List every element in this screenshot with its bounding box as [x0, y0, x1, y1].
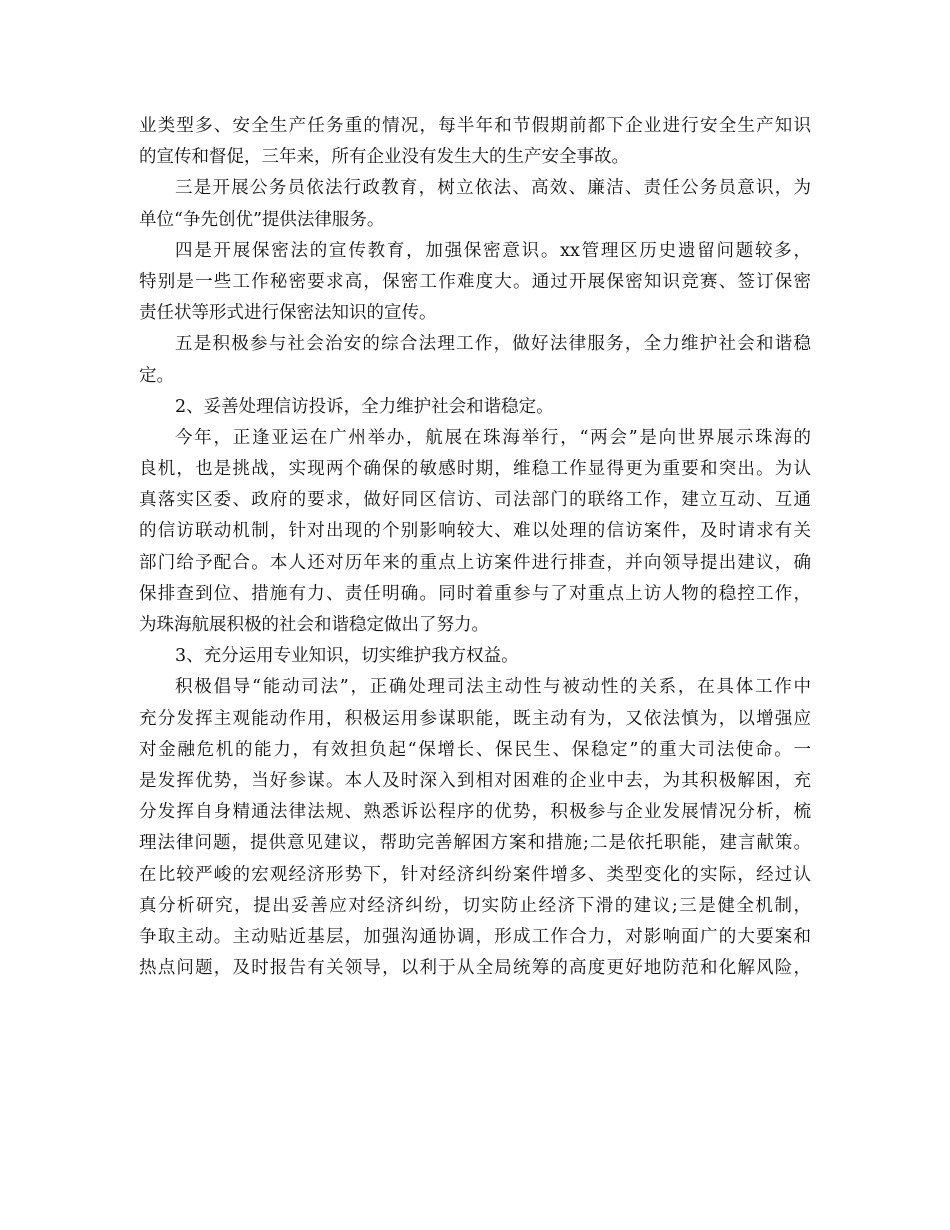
text-line: 2、妥善处理信访投诉，全力维护社会和谐稳定。 — [175, 396, 554, 417]
text-line: 真落实区委、政府的要求，做好同区信访、司法部门的联络工作，建立互动、互通 — [139, 490, 811, 511]
text-line: 充分发挥主观能动作用，积极运用参谋职能，既主动有为，又依法慎为，以增强应 — [139, 708, 811, 729]
text-line: 今年，正逢亚运在广州举办，航展在珠海举行，“两会”是向世界展示珠海的 — [175, 427, 811, 448]
text-line: 保排查到位、措施有力、责任明确。同时着重参与了对重点上访人物的稳控工作， — [139, 583, 811, 604]
text-line: 单位“争先创优”提供法律服务。 — [139, 209, 385, 230]
text-line: 分发挥自身精通法律法规、熟悉诉讼程序的优势，积极参与企业发展情况分析，梳 — [139, 802, 811, 823]
text-line: 的宣传和督促，三年来，所有企业没有发生大的生产安全事故。 — [139, 147, 629, 168]
text-line: 三是开展公务员依法行政教育，树立依法、高效、廉洁、责任公务员意识，为 — [175, 178, 811, 199]
text-line: 责任状等形式进行保密法知识的宣传。 — [139, 303, 437, 324]
text-line: 理法律问题，提供意见建议，帮助完善解困方案和措施;二是依托职能，建言献策。 — [139, 833, 811, 854]
text-line: 的信访联动机制，针对出现的个别影响较大、难以处理的信访案件，及时请求有关 — [139, 521, 811, 542]
text-line: 对金融危机的能力，有效担负起“保增长、保民生、保稳定”的重大司法使命。一 — [139, 739, 811, 760]
text-line: 3、充分运用专业知识，切实维护我方权益。 — [175, 646, 519, 667]
text-line: 是发挥优势，当好参谋。本人及时深入到相对困难的企业中去，为其积极解困，充 — [139, 770, 811, 791]
text-line: 良机，也是挑战，实现两个确保的敏感时期，维稳工作显得更为重要和突出。为认 — [139, 459, 811, 480]
text-line: 业类型多、安全生产任务重的情况，每半年和节假期前都下企业进行安全生产知识 — [139, 116, 811, 136]
text-line: 争取主动。主动贴近基层，加强沟通协调，形成工作合力，对影响面广的大要案和 — [139, 926, 811, 947]
text-line: 四是开展保密法的宣传教育，加强保密意识。xx管理区历史遗留问题较多， — [175, 240, 811, 261]
document-body — [139, 111, 811, 984]
text-line: 真分析研究，提出妥善应对经济纠纷，切实防止经济下滑的建议;三是健全机制， — [139, 895, 811, 916]
text-line: 在比较严峻的宏观经济形势下，针对经济纠纷案件增多、类型变化的实际，经过认 — [139, 864, 811, 885]
text-line: 定。 — [139, 365, 174, 386]
text-line: 特别是一些工作秘密要求高，保密工作难度大。通过开展保密知识竞赛、签订保密 — [139, 271, 811, 292]
text-line: 五是积极参与社会治安的综合法理工作，做好法律服务，全力维护社会和谐稳 — [175, 334, 811, 355]
text-line: 积极倡导“能动司法”，正确处理司法主动性与被动性的关系，在具体工作中 — [175, 677, 811, 698]
text-line: 部门给予配合。本人还对历年来的重点上访案件进行排查，并向领导提出建议，确 — [139, 552, 811, 573]
text-line: 热点问题，及时报告有关领导，以利于从全局统筹的高度更好地防范和化解风险， — [139, 958, 811, 979]
text-line: 为珠海航展积极的社会和谐稳定做出了努力。 — [139, 615, 489, 635]
